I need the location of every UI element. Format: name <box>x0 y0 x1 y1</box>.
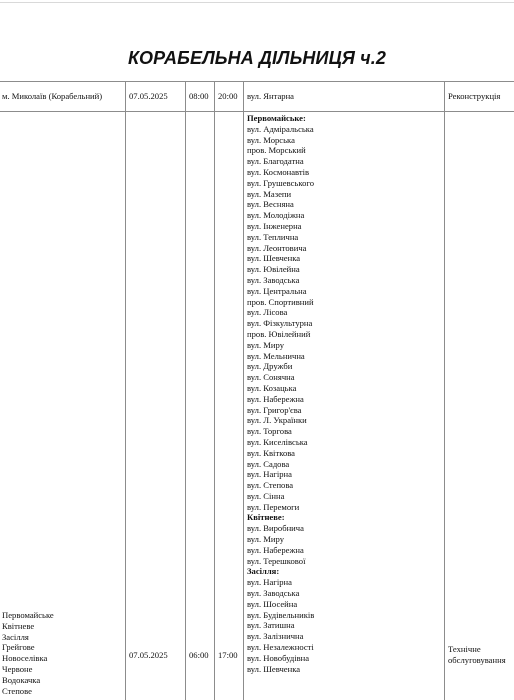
settlement-name: Степове <box>2 685 32 696</box>
page-title: КОРАБЕЛЬНА ДІЛЬНИЦЯ ч.2 <box>128 48 386 68</box>
street-name: вул. Молодіжна <box>247 210 305 221</box>
time-to-cell: 17:00 <box>218 650 238 660</box>
page-top-border <box>0 2 514 3</box>
street-name: вул. Шосейна <box>247 598 298 609</box>
street-name: вул. Виробнича <box>247 523 304 534</box>
table-divider <box>125 81 126 700</box>
reason-line: Технічне <box>448 644 481 654</box>
street-name: вул. Фізкультурна <box>247 318 313 329</box>
street-name: вул. Інженерна <box>247 220 302 231</box>
street-name: вул. Мазепи <box>247 188 292 199</box>
street-name: вул. Благодатна <box>247 156 304 167</box>
street-name: вул. Набережна <box>247 544 304 555</box>
table-divider <box>214 81 215 700</box>
settlement-name: Засілля <box>2 631 29 642</box>
street-name: вул. Нагірна <box>247 469 292 480</box>
street-name: пров. Ювілейний <box>247 328 311 339</box>
streets-cell: вул. Янтарна <box>247 91 294 101</box>
settlement-cell: м. Миколаїв (Корабельний) <box>2 91 103 101</box>
street-name: вул. Адміральська <box>247 123 314 134</box>
settlement-name: Квітневе <box>2 620 35 631</box>
settlement-heading: Первомайське: <box>247 113 306 123</box>
street-name: вул. Будівельників <box>247 609 315 620</box>
street-name: вул. Степова <box>247 480 294 491</box>
street-name: вул. Центральна <box>247 285 307 296</box>
street-name: вул. Заводська <box>247 588 300 599</box>
street-name: пров. Морський <box>247 145 306 156</box>
street-name: вул. Сонячна <box>247 372 295 383</box>
street-name: вул. Грушевського <box>247 177 314 188</box>
street-name: вул. Миру <box>247 534 284 545</box>
date-cell: 07.05.2025 <box>129 650 168 660</box>
street-name: пров. Спортивний <box>247 296 314 307</box>
street-name: вул. Лісова <box>247 307 288 318</box>
street-name: вул. Морська <box>247 134 295 145</box>
settlement-name: Червоне <box>2 663 33 674</box>
reason-line: обслуговування <box>448 654 506 665</box>
street-name: вул. Ювілейна <box>247 264 300 275</box>
table-divider <box>243 81 244 700</box>
street-name: вул. Терешкової <box>247 555 306 566</box>
street-name: вул. Квіткова <box>247 447 295 458</box>
table-divider <box>0 111 514 112</box>
time-from-cell: 08:00 <box>189 91 209 101</box>
reason-cell <box>448 644 506 666</box>
street-name: вул. Дружби <box>247 361 293 372</box>
reason-cell: Реконструкція <box>448 91 501 101</box>
time-from-cell: 06:00 <box>189 650 209 660</box>
table-divider <box>185 81 186 700</box>
streets-cell <box>247 113 314 674</box>
street-name: вул. Л. Українки <box>247 415 307 426</box>
settlement-name: Водокачка <box>2 674 41 685</box>
settlement-name: Новоселівка <box>2 653 48 664</box>
settlement-heading: Засілля: <box>247 566 280 577</box>
street-name: вул. Теплична <box>247 231 299 242</box>
street-name: вул. Нагірна <box>247 577 292 588</box>
date-cell: 07.05.2025 <box>129 91 168 101</box>
street-name: вул. Миру <box>247 339 284 350</box>
street-name: вул. Затишна <box>247 620 295 631</box>
street-name: вул. Леонтовича <box>247 242 307 253</box>
settlement-cell <box>2 610 54 696</box>
street-name: вул. Набережна <box>247 393 304 404</box>
street-name: вул. Новобудівна <box>247 652 310 663</box>
street-name: вул. Незалежності <box>247 642 314 653</box>
street-name: вул. Залізнична <box>247 631 304 642</box>
street-name: вул. Шевченка <box>247 663 301 674</box>
table-divider <box>0 81 514 82</box>
street-name: вул. Григор'єва <box>247 404 302 415</box>
street-name: вул. Торгова <box>247 426 292 437</box>
settlement-name: Грейгове <box>2 642 35 653</box>
settlement-heading: Квітневе: <box>247 512 285 523</box>
table-divider <box>444 81 445 700</box>
street-name: вул. Козацька <box>247 382 297 393</box>
time-to-cell: 20:00 <box>218 91 238 101</box>
street-name: вул. Космонавтів <box>247 166 310 177</box>
street-name: вул. Мельнична <box>247 350 305 361</box>
street-name: вул. Киселівська <box>247 436 308 447</box>
street-name: вул. Весняна <box>247 199 294 210</box>
street-name: вул. Садова <box>247 458 290 469</box>
street-name: вул. Заводська <box>247 274 300 285</box>
street-name: вул. Перемоги <box>247 501 300 512</box>
street-name: вул. Сінна <box>247 490 285 501</box>
street-name: вул. Шевченка <box>247 253 301 264</box>
settlement-name: Первомайське <box>2 610 54 620</box>
